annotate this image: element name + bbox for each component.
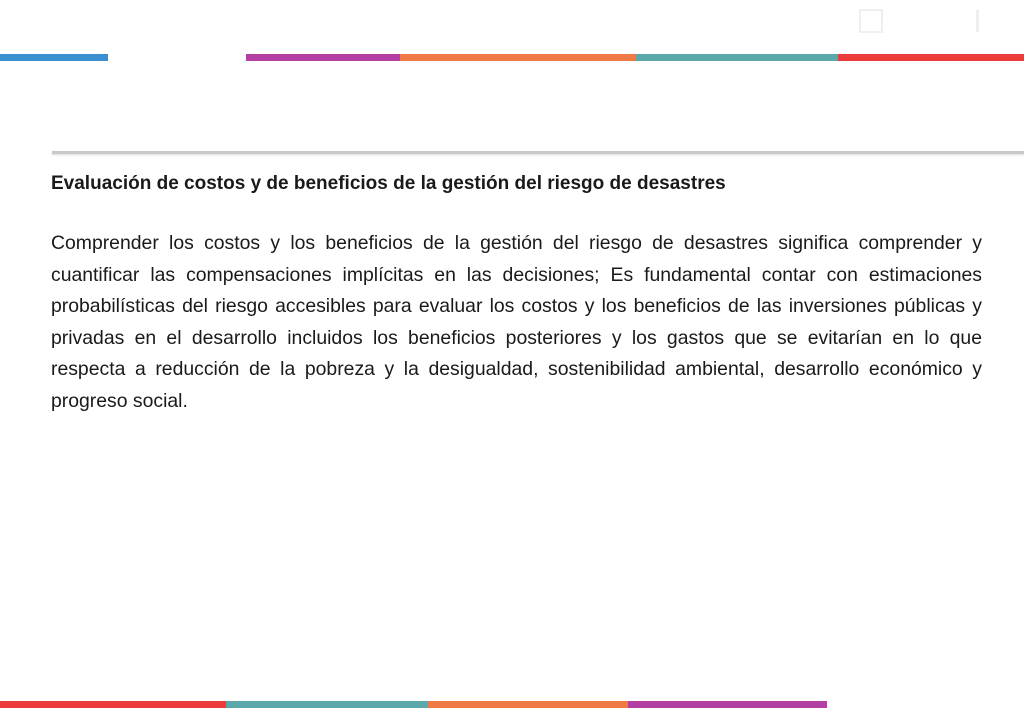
bottom-bar-segment-orange [428, 701, 628, 708]
top-bar-segment-red [838, 54, 1024, 61]
top-bar-segment-magenta [246, 54, 400, 61]
slide-body-paragraph: Comprender los costos y los beneficios de la gestión del riesgo de desastres significa comprender y cuantificar las compensaciones implícitas en las decisiones; Es fundamental contar con estimaciones probabilísticas del riesgo accesibles para evaluar los costos y los beneficios de las inversiones públicas y privadas en el desarrollo incluidos los beneficios posteriores y los gastos que se evitarían en lo que respecta a reducción de la pobreza y la desigualdad, sostenibilidad ambiental, desarrollo económico y progreso social. [51, 232, 982, 412]
top-bar-segment-orange [400, 54, 636, 61]
watermark-logo [858, 6, 998, 36]
bottom-bar-segment-red [0, 701, 226, 708]
bottom-bar-segment-magenta [628, 701, 827, 708]
slide-title: Evaluación de costos y de beneficios de la gestión del riesgo de desastres [51, 173, 726, 194]
slide-content [51, 170, 982, 417]
header-divider [52, 151, 1024, 154]
top-bar-segment-teal [636, 54, 838, 61]
top-bar-segment-blue [0, 54, 108, 61]
bottom-bar-segment-teal [226, 701, 428, 708]
